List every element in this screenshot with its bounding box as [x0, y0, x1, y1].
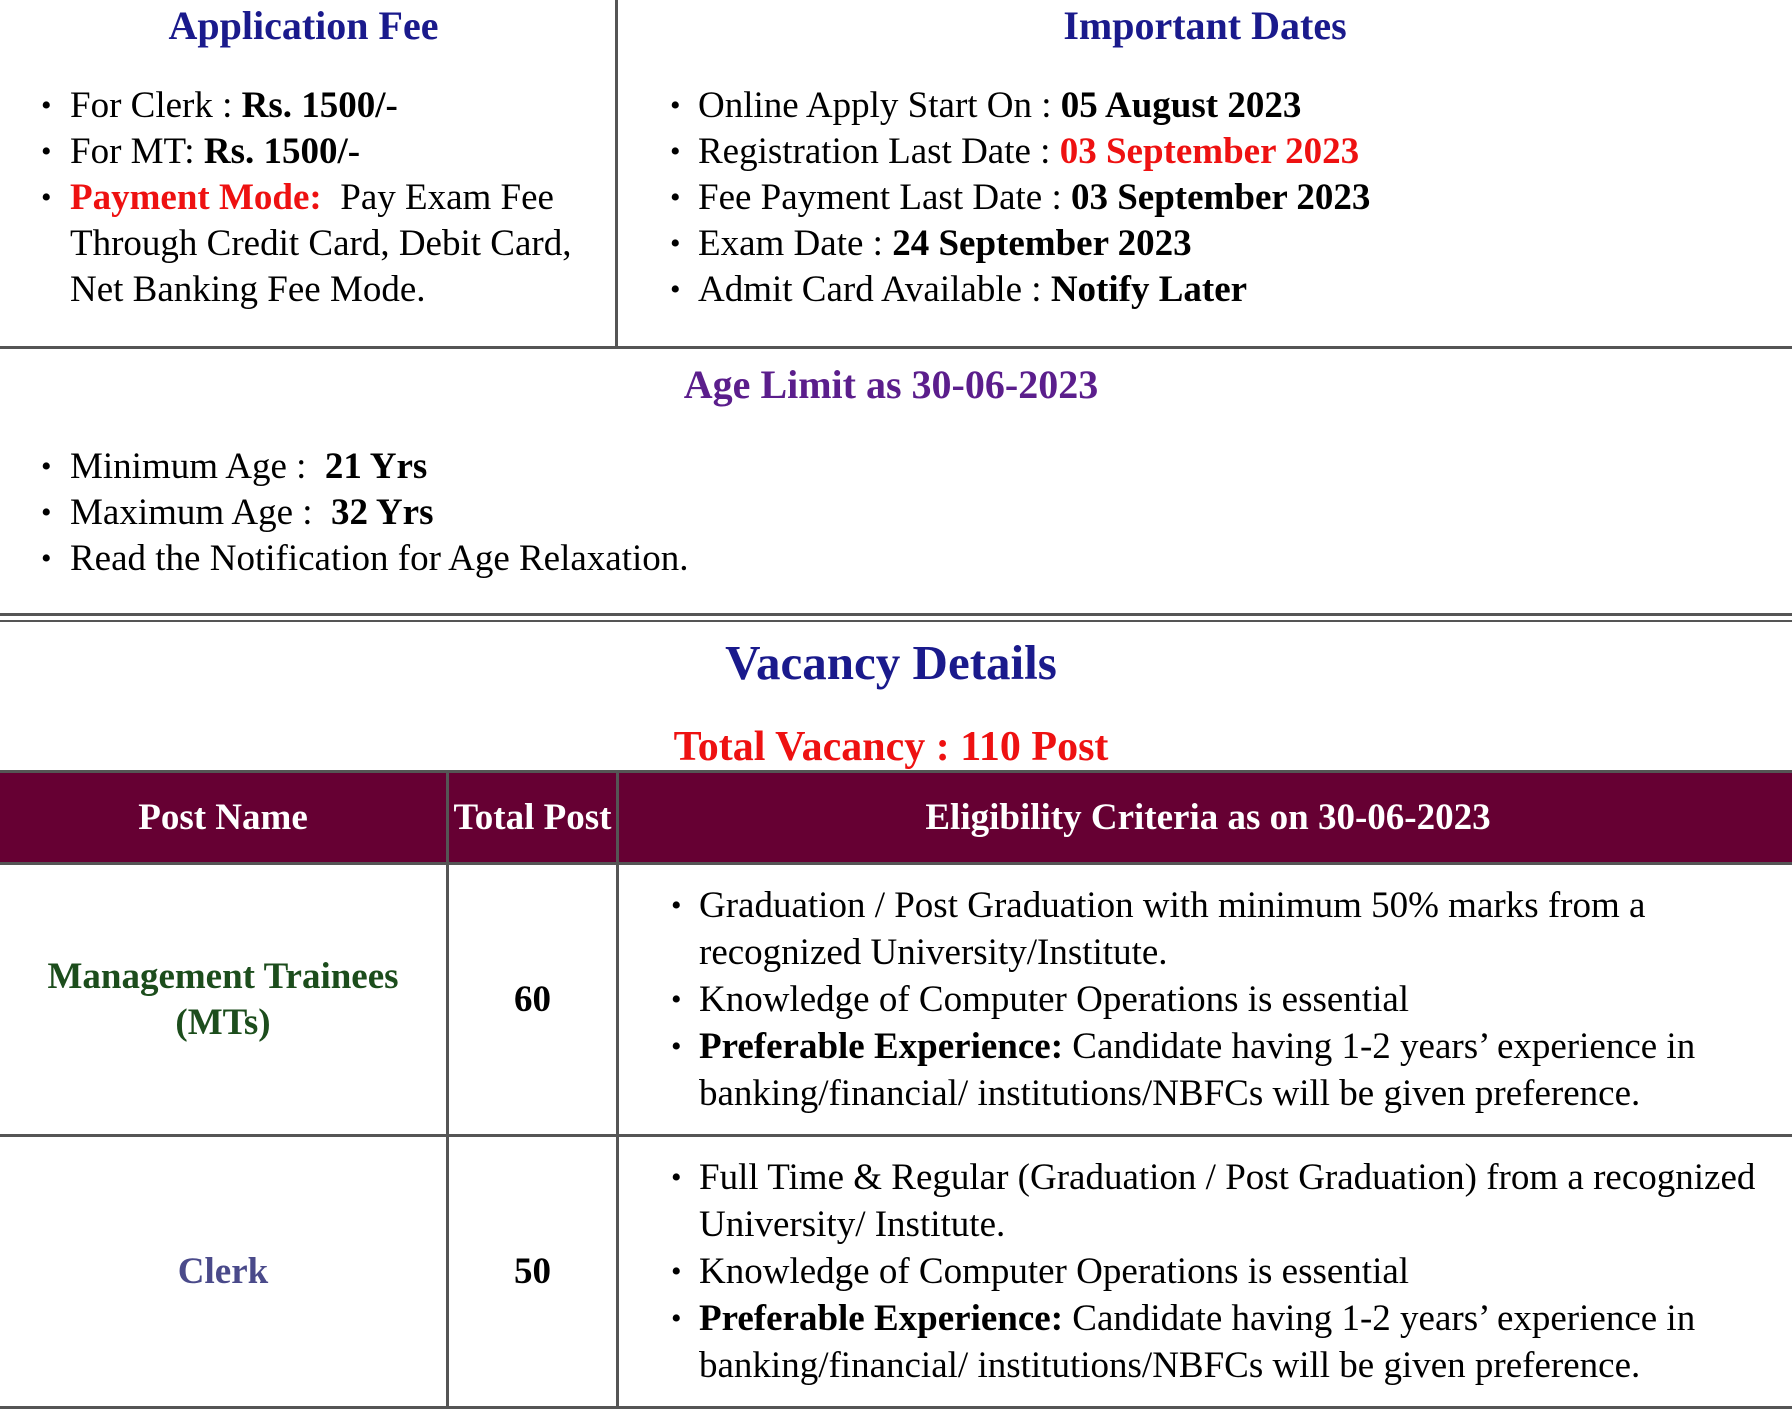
fee-value: Rs. 1500/-	[204, 131, 360, 172]
date-value: 05 August 2023	[1061, 85, 1302, 126]
pref-label: Preferable Experience:	[699, 1298, 1063, 1339]
age-label: Minimum Age :	[70, 446, 325, 487]
list-item	[618, 129, 1792, 175]
important-dates-panel	[618, 0, 1792, 346]
total-vacancy: Total Vacancy : 110 Post	[0, 726, 1782, 768]
date-label: Exam Date :	[698, 223, 892, 264]
date-label: Fee Payment Last Date :	[698, 177, 1071, 218]
age-limit-title: Age Limit as 30-06-2023	[0, 365, 1782, 405]
table-row	[0, 864, 1792, 1136]
application-fee-title: Application Fee	[0, 6, 607, 46]
list-item	[0, 175, 615, 313]
post-name: Management Trainees (MTs)	[0, 954, 446, 1046]
total-post: 60	[514, 979, 551, 1020]
payment-mode-text: Pay Exam Fee Through Credit Card, Debit Card, Net Banking Fee Mode.	[70, 177, 581, 310]
list-item: • Graduation / Post Graduation with minimum 50% marks from a recognized University/Institute.	[619, 882, 1792, 976]
vacancy-details-title: Vacancy Details	[0, 638, 1782, 687]
list-item: • Knowledge of Computer Operations is essential	[619, 976, 1792, 1023]
list-item	[618, 267, 1792, 313]
vacancy-table	[0, 770, 1792, 1409]
important-dates-list	[618, 83, 1792, 313]
list-item	[0, 536, 1000, 582]
date-label: Admit Card Available :	[698, 269, 1051, 310]
age-label: Maximum Age :	[70, 492, 331, 533]
date-label: Registration Last Date :	[698, 131, 1060, 172]
vacancy-heading	[0, 616, 1792, 772]
table-row	[0, 1136, 1792, 1408]
list-item	[0, 444, 1000, 490]
list-item: • Knowledge of Computer Operations is essential	[619, 1248, 1792, 1295]
list-item	[618, 175, 1792, 221]
application-fee-panel	[0, 0, 618, 346]
date-value: 03 September 2023	[1071, 177, 1370, 218]
post-name-cell	[0, 1136, 448, 1408]
list-item: • Full Time & Regular (Graduation / Post Graduation) from a recognized University/ Institute.	[619, 1154, 1792, 1248]
list-item	[619, 1023, 1792, 1117]
header-post-name: Post Name	[0, 772, 448, 864]
total-post-cell	[448, 864, 618, 1136]
fee-value: Rs. 1500/-	[242, 85, 398, 126]
header-eligibility: Eligibility Criteria as on 30-06-2023	[618, 772, 1792, 864]
list-item	[0, 129, 615, 175]
age-limit-list	[0, 444, 1000, 582]
eligibility-cell	[618, 1136, 1792, 1408]
eligibility-cell	[618, 864, 1792, 1136]
fee-label: For MT:	[70, 131, 204, 172]
list-item	[618, 221, 1792, 267]
list-item	[0, 83, 615, 129]
age-relaxation-note: Read the Notification for Age Relaxation.	[70, 538, 689, 579]
list-item	[618, 83, 1792, 129]
table-header-row	[0, 772, 1792, 864]
total-post: 50	[514, 1251, 551, 1292]
eligibility-list	[619, 1154, 1792, 1389]
eligibility-list	[619, 882, 1792, 1117]
age-limit-section	[0, 349, 1792, 616]
fee-label: For Clerk :	[70, 85, 242, 126]
date-value: 24 September 2023	[892, 223, 1191, 264]
pref-label: Preferable Experience:	[699, 1026, 1063, 1067]
list-item	[619, 1295, 1792, 1389]
age-value: 21 Yrs	[325, 446, 427, 487]
important-dates-title: Important Dates	[618, 6, 1792, 46]
date-label: Online Apply Start On :	[698, 85, 1061, 126]
date-value: Notify Later	[1051, 269, 1247, 310]
fee-dates-section	[0, 0, 1792, 349]
age-value: 32 Yrs	[331, 492, 433, 533]
total-post-cell	[448, 1136, 618, 1408]
pref-text: Candidate having 1-2 years’ experience in banking/financial/ institutions/NBFCs will be given preference.	[699, 1298, 1695, 1386]
application-fee-list	[0, 83, 615, 313]
payment-mode-label: Payment Mode:	[70, 177, 322, 218]
post-name-cell	[0, 864, 448, 1136]
date-value: 03 September 2023	[1060, 131, 1359, 172]
header-total-post: Total Post	[448, 772, 618, 864]
post-name: Clerk	[0, 1249, 446, 1295]
list-item	[0, 490, 1000, 536]
pref-text: Candidate having 1-2 years’ experience in banking/financial/ institutions/NBFCs will be given preference.	[699, 1026, 1695, 1114]
